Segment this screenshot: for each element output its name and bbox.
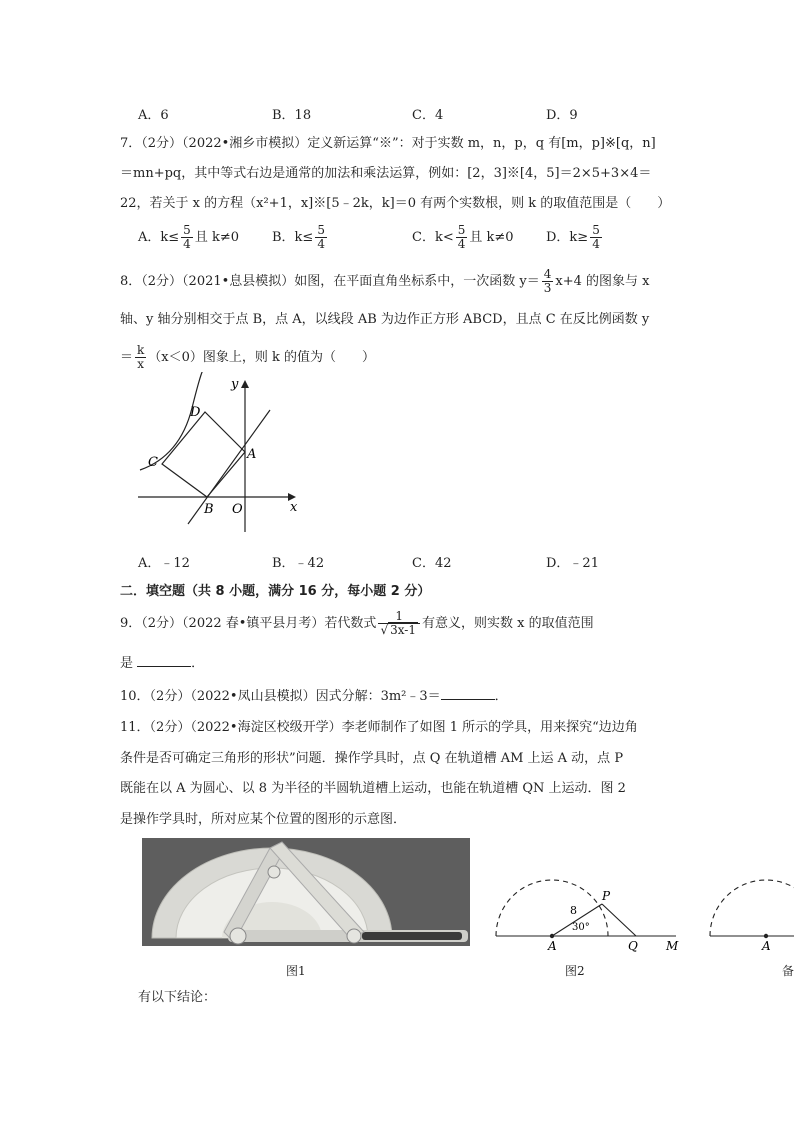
q11-line-3: 既能在以 A 为圆心、以 8 为半径的半圆轨道槽上运动，也能在轨道槽 QN 上运动．图 2	[120, 781, 626, 796]
section-title: 二．填空题（共 8 小题，满分 16 分，每小题 2 分）	[120, 584, 431, 599]
label-length-8: 8	[570, 904, 577, 917]
label-a: A	[548, 939, 557, 953]
q6-option-d: D．9	[546, 108, 578, 123]
label-p: P	[602, 889, 611, 903]
label-m: M	[666, 939, 679, 953]
q7-option-a: A．k≤ $\frac{5}{4}$ 且 k≠0	[138, 223, 239, 251]
q8-line-2: 轴、y 轴分别相交于点 B，点 A，以线段 AB 为边作正方形 ABCD，且点 C 在反比例函数 y	[120, 312, 650, 327]
label-b: B	[204, 502, 214, 517]
figure-3-caption: 备	[782, 964, 794, 978]
square-abcd	[162, 412, 245, 497]
label-q: Q	[628, 939, 638, 953]
figure-3-partial	[700, 862, 794, 954]
label-y: y	[231, 377, 239, 392]
segment-pq	[602, 904, 636, 936]
semicircle-dashed	[496, 880, 608, 936]
answer-blank[interactable]	[137, 654, 191, 667]
q11-line-2: 条件是否可确定三角形的形状”问题．操作学具时，点 Q 在轨道槽 AM 上运 A 动，点 P	[120, 751, 624, 766]
q8-figure	[130, 372, 310, 536]
figure-1-photo	[142, 838, 470, 946]
q7-line-1: 7．（2分）（2022•湘乡市模拟）定义新运算“※”：对于实数 m，n，p，q 有[m，p]※[q，n]	[120, 136, 656, 151]
point-a	[764, 934, 768, 938]
q7-option-c: C．k< $\frac{5}{4}$ 且 k≠0	[412, 223, 514, 251]
label-angle: 30°	[572, 922, 590, 933]
q7-option-b: B．k≤ $\frac{5}{4}$	[272, 223, 325, 251]
q8-option-b: B．﹣42	[272, 556, 325, 571]
label-a: A	[762, 939, 771, 953]
q11-line-1: 11．（2分）（2022•海淀区校级开学）李老师制作了如图 1 所示的学具，用来探究“边边角	[120, 720, 638, 735]
q8-line-3: ＝ $\frac{k}{x}$ （x＜0）图象上，则 k 的值为（ ）	[120, 343, 376, 371]
figure-2-caption: 图2	[565, 964, 585, 978]
q11-line-4: 是操作学具时，所对应某个位置的图形的示意图．	[120, 812, 407, 827]
point-a	[550, 934, 554, 938]
label-a: A	[247, 447, 257, 462]
q7-line-3: 22，若关于 x 的方程（x²+1，x]※[5﹣2k，k]＝0 有两个实数根，则 k 的取值范围是（ ）	[120, 196, 671, 211]
label-c: C	[148, 455, 158, 470]
label-x: x	[290, 500, 298, 515]
q8-option-a: A．﹣12	[138, 556, 190, 571]
answer-blank[interactable]	[441, 687, 495, 700]
figure-1-caption: 图1	[286, 964, 306, 978]
linear-function-line	[188, 410, 270, 524]
q6-option-a: A．6	[138, 108, 169, 123]
q6-option-b: B．18	[272, 108, 312, 123]
q8-option-c: C．42	[412, 556, 452, 571]
label-o: O	[232, 502, 243, 517]
q8-line-1: 8．（2分）（2021•息县模拟）如图，在平面直角坐标系中，一次函数 y＝ $\frac{4}{3}$ x+4 的图象与 x	[120, 267, 650, 295]
q10-line: 10．（2分）（2022•凤山县模拟）因式分解：3m²﹣3＝ ．	[120, 689, 508, 704]
q9-line-2: 是 ．	[120, 656, 205, 671]
q7-option-d: D．k≥ $\frac{5}{4}$	[546, 223, 600, 251]
q11-conclusion: 有以下结论：	[138, 990, 217, 1005]
figure-2	[490, 862, 686, 954]
semicircle-dashed	[710, 880, 794, 936]
label-d: D	[190, 405, 201, 420]
teaching-tool-image	[142, 838, 470, 946]
y-axis-arrow-icon	[241, 380, 249, 388]
q6-option-c: C．4	[412, 108, 444, 123]
q9-line-1: 9．（2分）（2022 春•镇平县月考）若代数式 $\frac{1}{√ 3x-1}$ 有意义，则实数 x 的取值范围	[120, 609, 594, 637]
q8-option-d: D．﹣21	[546, 556, 599, 571]
q7-line-2: ＝mn+pq，其中等式右边是通常的加法和乘法运算，例如：[2，3]※[4，5]＝2×5+3×4＝	[120, 166, 652, 181]
